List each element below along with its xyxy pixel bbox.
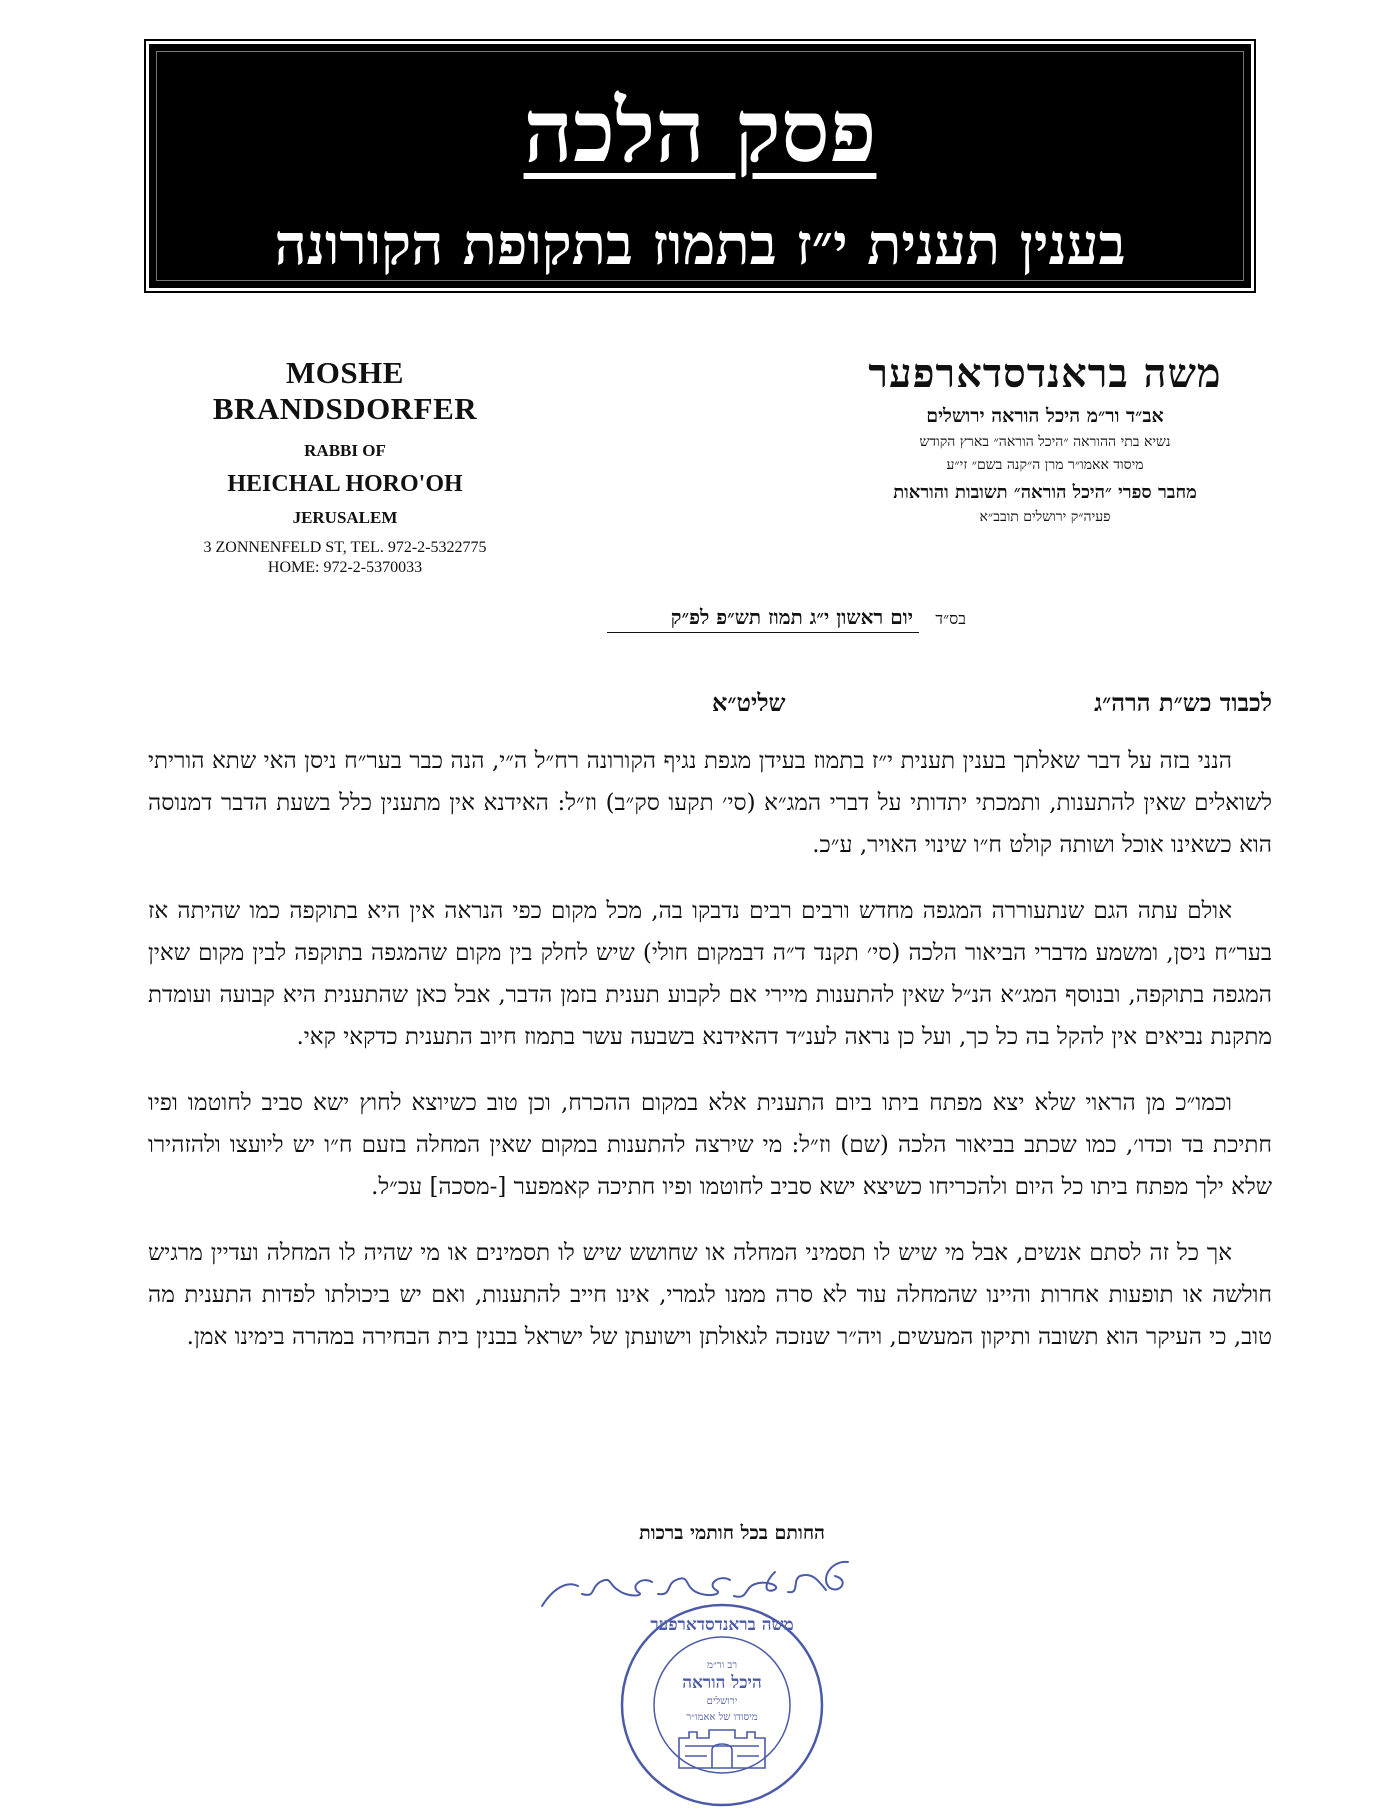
svg-text:היכל הוראה	[682, 1673, 762, 1693]
letter-body	[148, 740, 1272, 1382]
founder-line-he: מיסוד אאמו״ר מרן ה״קנה בשם״ זי״ע	[946, 457, 1144, 473]
stamp-line-3: ירושלים	[706, 1696, 738, 1707]
svg-text:משה בראנדסדארפער	[650, 1615, 793, 1635]
title-line-he: אב״ד ור״מ היכל הוראה ירושלים	[926, 405, 1164, 427]
stamp-outer-ring: משה בראנדסדארפער	[650, 1615, 794, 1635]
city-line-he: פעיה״ק ירושלים תובב״א	[979, 509, 1111, 525]
svg-text:רב ור״מ	[707, 1660, 737, 1671]
paragraph: אולם עתה הגם שנתעוררה המגפה מחדש ורבים רבים נדבקו בה, מכל מקום כפי הנראה אין היא בתוקפה כמו שהיתה אז בער״ח ניסן, ומשמע מדברי הביאור הלכה (סי׳ תקנד ד״ה דבמקום חולי) שיש לחלק בין מקום שהמגפה בתוקפה לבין מקום שאין המגפה בתוקפה, ובנוסף המג״א הנ״ל שאין להתענות מיירי אם לקבוע תענית בזמן הדבר, אבל כאן שהתענית היא קבועה ועומדת מתקנת נביאים אין להקל בה כל כך, ועל כן נראה לענ״ד דהאידנא בשבעה עשר בתמוז חיוב התענית כדקאי קאי.	[148, 898, 1272, 1050]
bsd-mark: בס״ד	[935, 609, 966, 628]
stamp-line-4: מיסודו של אאמו״ר	[686, 1712, 758, 1723]
city-en: JERUSALEM	[292, 508, 398, 527]
rabbi-name-en: MOSHE BRANDSDORFER	[212, 355, 478, 426]
address-en: 3 ZONNENFELD ST, TEL. 972-2-5322775	[203, 539, 487, 556]
president-line-he: נשיא בתי ההוראה ״היכל הוראה״ בארץ הקודש	[919, 434, 1171, 450]
salutation-honorific: שליט״א	[712, 688, 786, 717]
city-wall-gate-icon	[679, 1730, 765, 1768]
banner-subtitle: בענין תענית י״ז בתמוז בתקופת הקורונה	[274, 212, 1126, 278]
paragraph: וכמו״כ מן הראוי שלא יצא מפתח ביתו ביום התענית אלא במקום ההכרח, וכן טוב כשיוצא לחוץ ישא סביב לחוטמו ופיו חתיכת בד וכדו׳, כמו שכתב בביאור הלכה (שם) וז״ל: מי שירצה להתענות במקום שאין המחלה בזעם ח״ו יש ליועצו ולהזהירו שלא ילך מפתח ביתו כל היום ולהכריחו כשיצא ישא סביב לחוטמו ופיו חתיכה קאמפער [-מסכה] עכ״ל.	[148, 1090, 1272, 1200]
title-banner	[149, 44, 1251, 288]
institution-name-en: HEICHAL HORO'OH	[227, 471, 463, 497]
stamp-line-2: היכל הוראה	[682, 1673, 762, 1693]
letter-date: יום ראשון י״ג תמוז תש״פ לפ״ק	[607, 605, 919, 633]
salutation	[712, 688, 1272, 718]
banner-title: פסק הלכה	[523, 81, 877, 182]
home-phone-en: HOME: 972-2-5370033	[267, 559, 423, 576]
letterhead-hebrew	[810, 350, 1280, 526]
paragraph: הנני בזה על דבר שאלתך בענין תענית י״ז בתמוז בעידן מגפת נגיף הקורונה רח״ל ה״י, הנה כבר בער״ח ניסן האי שתא הוריתי לשואלים שאין להתענות, ותמכתי יתדותי על דברי המג״א (סי׳ תקעו סק״ב) וז״ל: האידנא אין מתענין כלל בשעת הדבר דמנוסה הוא כשאינו אוכל ושותה קולט ח״ו שינוי האויר, ע״כ.	[148, 748, 1272, 858]
stamp-line-1: רב ור״מ	[706, 1660, 738, 1671]
rabbi-name-he: משה בראנדסדארפער	[868, 350, 1222, 397]
salutation-to: לכבוד כש״ת הרה״ג	[1094, 688, 1272, 717]
rabbi-of-label: RABBI OF	[304, 441, 386, 460]
rabbinical-seal	[617, 1600, 827, 1810]
paragraph: אך כל זה לסתם אנשים, אבל מי שיש לו תסמיני המחלה או שחושש שיש לו תסמינים או מי שהיה לו המחלה ועדיין מרגיש חולשה או תופעות אחרות והיינו שהמחלה עוד לא סרה ממנו לגמרי, אינו חייב להתענות, ואם יש ביכולתו לפדות התענית מה טוב, כי העיקר הוא תשובה ותיקון המעשים, ויה״ר שנזכה לגאולתן וישועתן של ישראל בבנין בית הבחירה במהרה בימינו אמן.	[148, 1240, 1272, 1350]
author-line-he: מחבר ספרי ״היכל הוראה״ תשובות והוראות	[893, 482, 1197, 503]
closing-line: החותם בכל חותמי ברכות	[639, 1522, 825, 1544]
date-line	[430, 605, 966, 633]
letterhead-english	[150, 355, 540, 578]
svg-text:ירושלים	[707, 1695, 738, 1707]
svg-text:מיסודו של אאמו״ר	[686, 1711, 758, 1723]
